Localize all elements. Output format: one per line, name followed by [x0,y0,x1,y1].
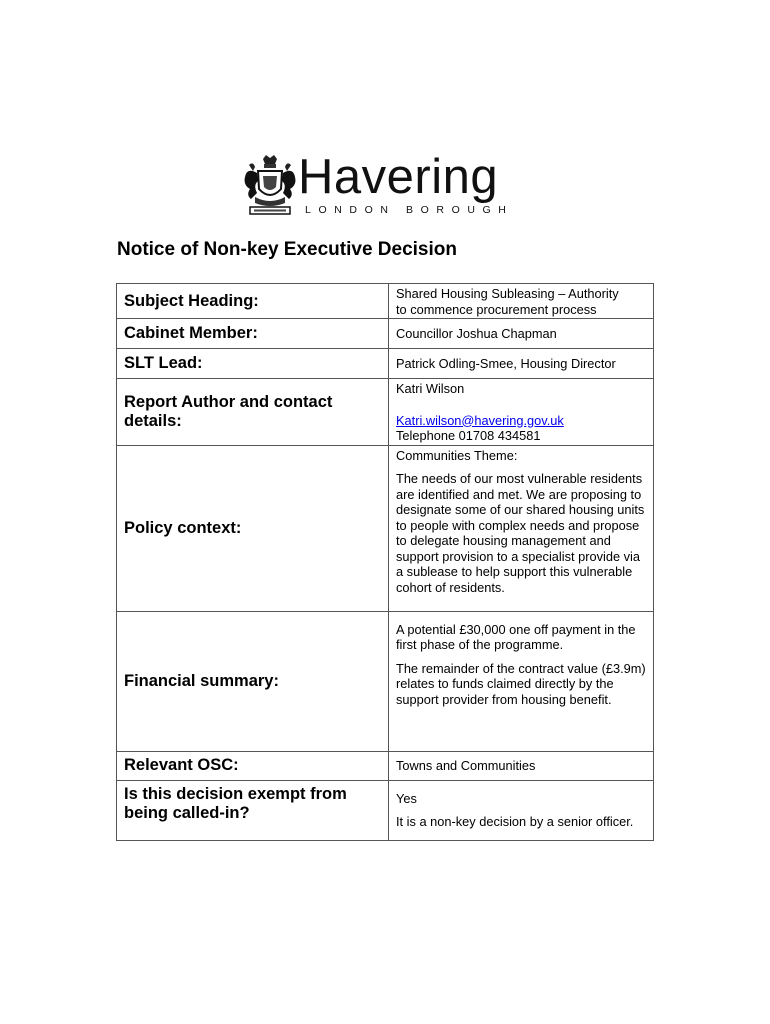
subject-heading-line-1: Shared Housing Subleasing – Authority [396,286,619,301]
financial-para-1: A potential £30,000 one off payment in the first phase of the programme. [396,621,636,652]
page-title: Notice of Non-key Executive Decision [117,239,457,260]
table-row [117,780,654,840]
logo-subtitle: LONDON BOROUGH [305,204,514,216]
logo-wordmark: Havering [298,150,499,204]
havering-logo [241,150,523,219]
policy-theme: Communities Theme: [396,447,518,463]
subject-heading-value [389,284,654,319]
call-in-exempt-reason: It is a non-key decision by a senior officer. [396,814,634,829]
author-email-link[interactable]: Katri.wilson@havering.gov.uk [396,412,564,428]
financial-summary-label: Financial summary: [117,611,389,751]
policy-text: The needs of our most vulnerable residents are identified and met. We are proposing to designate some of our shared housing units to people with complex needs and propose to delegate housing management and support provision to a specialist provide via a sublease to help support this vulnerable cohort of residents. [396,471,645,595]
borough-crest-icon [241,155,299,217]
table-row [117,349,654,379]
table-row [117,319,654,349]
report-author-value [389,379,654,446]
table-row [117,284,654,319]
relevant-osc-label: Relevant OSC: [117,751,389,780]
slt-lead-label: SLT Lead: [117,349,389,379]
decision-details-table [116,283,654,841]
call-in-exempt-answer: Yes [396,790,417,806]
table-row [117,445,654,611]
financial-summary-value [389,611,654,751]
policy-context-value [389,445,654,611]
policy-context-label: Policy context: [117,445,389,611]
subject-heading-label: Subject Heading: [117,284,389,319]
report-author-label: Report Author and contact details: [117,379,389,446]
table-row [117,611,654,751]
cabinet-member-label: Cabinet Member: [117,319,389,349]
subject-heading-line-2: to commence procurement process [396,301,597,317]
author-phone: Telephone 01708 434581 [396,428,541,443]
financial-para-2: The remainder of the contract value (£3.9m) relates to funds claimed directly by the support provider from housing benefit. [396,660,646,707]
slt-lead-value: Patrick Odling-Smee, Housing Director [389,349,654,379]
table-row [117,751,654,780]
author-name: Katri Wilson [396,381,465,396]
relevant-osc-value: Towns and Communities [389,751,654,780]
call-in-exempt-label: Is this decision exempt from being called-in? [117,780,389,840]
table-row [117,379,654,446]
call-in-exempt-value [389,780,654,840]
cabinet-member-value: Councillor Joshua Chapman [389,319,654,349]
